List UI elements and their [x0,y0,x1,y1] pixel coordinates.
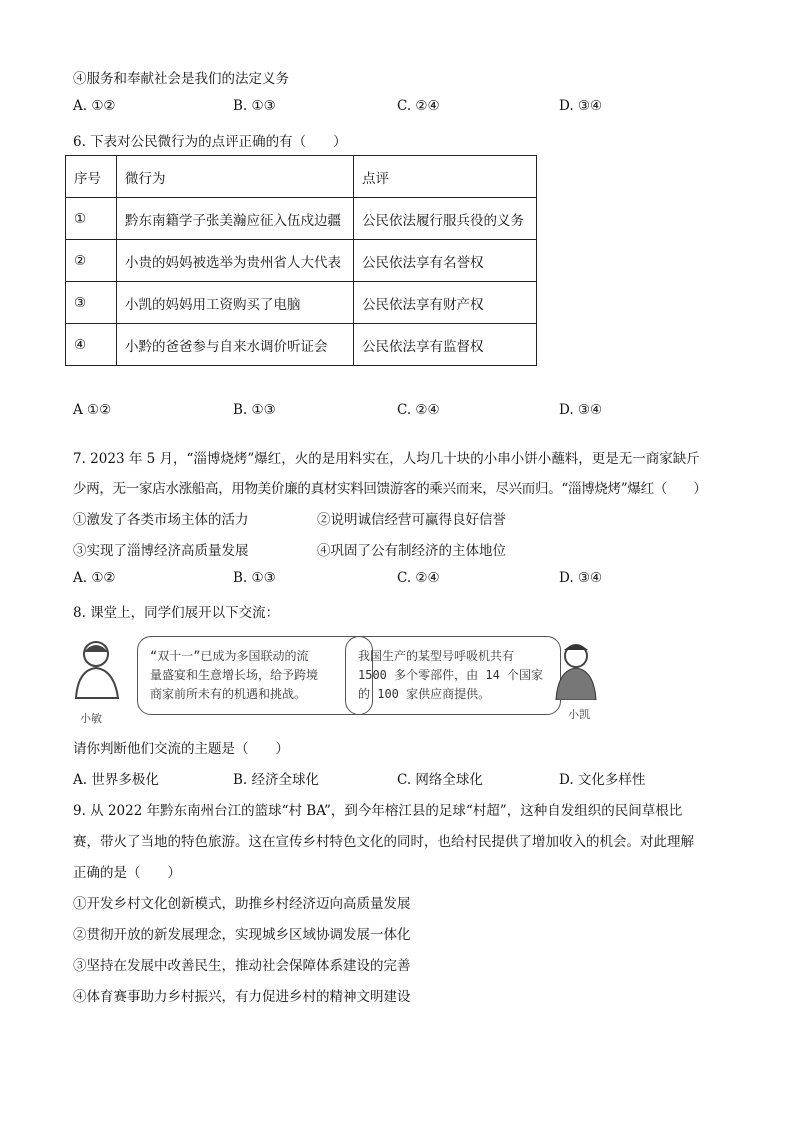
q8-option-d: D. 文化多样性 [559,772,646,788]
q6-option-b: B. ①③ [233,402,276,418]
cell: 小黔的爸爸参与自来水调价听证会 [117,324,354,366]
q7-item2: ②说明诚信经营可赢得良好信誉 [317,512,506,528]
bubble-line: 商家前所未有的机遇和挑战。 [150,687,307,701]
table-row [66,282,537,324]
q9-item4: ④体育赛事助力乡村振兴，有力促进乡村的精神文明建设 [73,989,411,1005]
bubble-line: 1500 多个零部件，由 14 个国家 [358,668,544,682]
table-row [66,324,537,366]
q5-option-d: D. ③④ [559,98,603,114]
q8-question: 请你判断他们交流的主题是（ ） [73,741,289,757]
q7-item4: ④巩固了公有制经济的主体地位 [317,543,506,559]
q9-item1: ①开发乡村文化创新模式，助推乡村经济迈向高质量发展 [73,896,411,912]
q8-option-a: A. 世界多极化 [73,772,159,788]
q8-stem: 8. 课堂上，同学们展开以下交流： [73,605,280,621]
cell: ④ [66,324,117,366]
q6-option-c: C. ②④ [397,402,440,418]
q5-option-b: B. ①③ [233,98,276,114]
cell: ③ [66,282,117,324]
q6-stem: 6. 下表对公民微行为的点评正确的有（ ） [73,134,347,150]
bubble-line: 的 100 家供应商提供。 [358,687,491,701]
bubble-line: 我国生产的某型号呼吸机共有 [358,649,515,663]
cell: 公民依法享有监督权 [354,324,537,366]
bubble-line: “双十一”已成为多国联动的流 [150,649,309,663]
q7-line2: 少两，无一家店水涨船高，用物美价廉的真材实料回馈游客的乘兴而来，尽兴而归。“淄博烧烤”爆红（ ） [73,481,707,497]
q7-item3: ③实现了淄博经济高质量发展 [73,543,249,559]
q7-line1: 7. 2023 年 5 月，“淄博烧烤”爆红，火的是用料实在，人均几十块的小串小饼小蘸料，更是无一商家缺斤 [73,451,700,467]
header-cell: 点评 [354,156,537,198]
left-speech-bubble [137,636,373,715]
q6-table [65,155,537,366]
q9-line1: 9. 从 2022 年黔东南州台江的篮球“村 BA”，到今年榕江县的足球“村超”，这种自发组织的民间草根比 [73,803,683,819]
bubble-line: 量盛宴和生意增长场，给予跨境 [150,668,319,682]
table-row [66,240,537,282]
header-cell: 微行为 [117,156,354,198]
q7-option-c: C. ②④ [397,570,440,586]
cell: 黔东南籍学子张美瀚应征入伍戍边疆 [117,198,354,240]
q9-item2: ②贯彻开放的新发展理念，实现城乡区域协调发展一体化 [73,927,411,943]
cell: 公民依法享有财产权 [354,282,537,324]
cell: 公民依法履行服兵役的义务 [354,198,537,240]
cell: ② [66,240,117,282]
q7-option-a: A. ①② [73,570,116,586]
table-row [66,198,537,240]
q6-option-a: A ①② [73,402,112,418]
q5-item4: ④服务和奉献社会是我们的法定义务 [73,71,289,87]
cell: 小凯的妈妈用工资购买了电脑 [117,282,354,324]
right-speech-bubble [345,636,561,715]
q5-option-a: A. ①② [73,98,116,114]
left-speaker-name: 小敏 [80,712,102,725]
q7-item1: ①激发了各类市场主体的活力 [73,512,249,528]
q8-option-c: C. 网络全球化 [397,772,483,788]
q8-option-b: B. 经济全球化 [233,772,320,788]
cell: 小贵的妈妈被选举为贵州省人大代表 [117,240,354,282]
q9-item3: ③坚持在发展中改善民生，推动社会保障体系建设的完善 [73,958,411,974]
cell: ① [66,198,117,240]
header-cell: 序号 [66,156,117,198]
q5-option-c: C. ②④ [397,98,440,114]
right-speaker-name: 小凯 [568,708,590,721]
table-header-row [66,156,537,198]
boy-figure-icon [552,640,598,700]
q7-option-b: B. ①③ [233,570,276,586]
q9-line2: 赛，带火了当地的特色旅游。这在宣传乡村特色文化的同时，也给村民提供了增加收入的机会。对此理解 [73,834,694,850]
q9-line3: 正确的是（ ） [73,865,181,881]
cell: 公民依法享有名誉权 [354,240,537,282]
q6-option-d: D. ③④ [559,402,603,418]
q7-option-d: D. ③④ [559,570,603,586]
girl-figure-icon [70,638,126,700]
